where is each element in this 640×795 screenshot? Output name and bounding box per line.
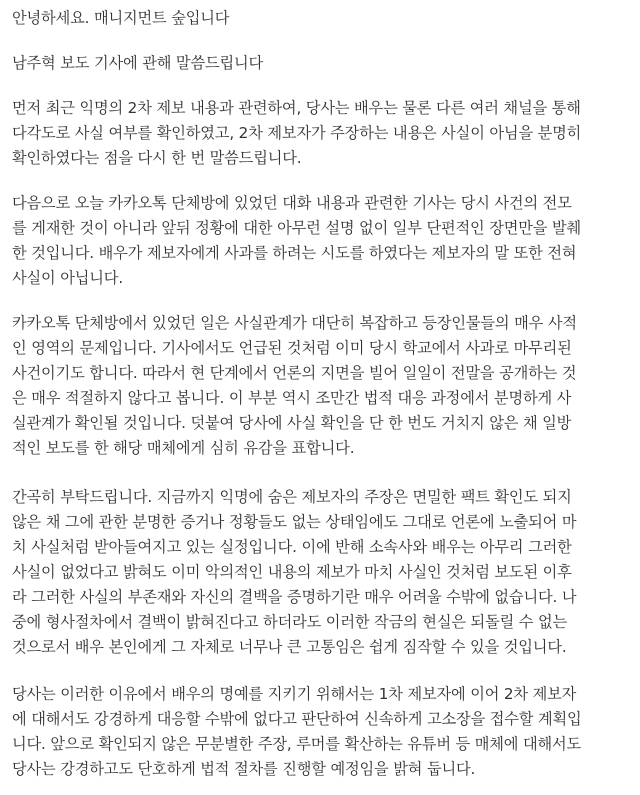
text-line: 안녕하세요. 매니지먼트 숲입니다 xyxy=(12,9,230,27)
paragraph-kakaotalk-article xyxy=(12,191,581,291)
paragraph-request xyxy=(12,485,576,660)
greeting-paragraph xyxy=(12,6,229,31)
text-line: 한 것입니다. 배우가 제보자에게 사과를 하려는 시도를 하였다는 제보자의 말 또한 전혀 xyxy=(12,244,577,262)
text-line: 사실이 없었다고 밝혀도 이미 악의적인 내용의 제보가 마치 사실인 것처럼 보도된 이후 xyxy=(12,563,572,581)
text-line: 치 사실처럼 받아들여지고 있는 실정입니다. 이에 반해 소속사와 배우는 아무리 그러한 xyxy=(12,538,572,556)
text-line: 니다. 앞으로 확인되지 않은 무분별한 주장, 루머를 확산하는 유튜버 등 매체에 대해서도 xyxy=(12,735,582,753)
text-line: 에 대해서도 강경하게 대응할 수밖에 없다고 판단하여 신속하게 고소장을 접수할 계획입 xyxy=(12,710,582,728)
text-line: 사건이기도 합니다. 따라서 현 단계에서 언론의 지면을 빌어 일일이 전말을 공개하는 것 xyxy=(12,364,577,382)
text-line: 은 매우 적절하지 않다고 봅니다. 이 부분 역시 조만간 법적 대응 과정에서 분명하게 사 xyxy=(12,389,572,407)
text-line: 라 그러한 사실의 부존재와 자신의 결백을 증명하기란 매우 어려울 수밖에 없습니다. 나 xyxy=(12,588,577,606)
text-line: 남주혁 보도 기사에 관해 말씀드립니다 xyxy=(12,54,264,72)
text-line: 먼저 최근 익명의 2차 제보 내용과 관련하여, 당사는 배우는 물론 다른 여러 채널을 통해 xyxy=(12,99,581,117)
text-line: 다각도로 사실 여부를 확인하였고, 2차 제보자가 주장하는 내용은 사실이 아님을 분명히 xyxy=(12,124,582,142)
text-line: 것으로서 배우 본인에게 그 자체로 너무나 큰 고통임은 쉽게 짐작할 수 있을 것입니다. xyxy=(12,638,567,656)
paragraph-legal-action xyxy=(12,682,582,782)
text-line: 카카오톡 단체방에서 있었던 일은 사실관계가 대단히 복잡하고 등장인물들의 매우 사적 xyxy=(12,314,577,332)
text-line: 인 영역의 문제입니다. 기사에서도 언급된 것처럼 이미 당시 학교에서 사과로 마무리된 xyxy=(12,339,572,357)
title-paragraph xyxy=(12,51,263,76)
text-line: 다음으로 오늘 카카오톡 단체방에 있었던 대화 내용과 관련한 기사는 당시 사건의 전모 xyxy=(12,194,572,212)
paragraph-group-chat xyxy=(12,311,577,461)
paragraph-first-report xyxy=(12,96,581,171)
text-line: 간곡히 부탁드립니다. 지금까지 익명에 숨은 제보자의 주장은 면밀한 팩트 확인도 되지 xyxy=(12,488,572,506)
text-line: 않은 채 그에 관한 분명한 증거나 정황들도 없는 상태임에도 그대로 언론에 노출되어 마 xyxy=(12,513,577,531)
text-line: 사실이 아닙니다. xyxy=(12,269,124,287)
text-line: 당사는 강경하고도 단호하게 법적 절차를 진행할 예정임을 밝혀 둡니다. xyxy=(12,760,476,778)
text-line: 중에 형사절차에서 결백이 밝혀진다고 하더라도 이러한 작금의 현실은 되돌릴 수 없는 xyxy=(12,613,568,631)
text-line: 실관계가 확인될 것입니다. 덧붙여 당사에 사실 확인을 단 한 번도 거치지 않은 채 일방 xyxy=(12,414,572,432)
text-line: 적인 보도를 한 해당 매체에게 심히 유감을 표합니다. xyxy=(12,439,355,457)
text-line: 확인하였다는 점을 다시 한 번 말씀드립니다. xyxy=(12,149,302,167)
text-line: 당사는 이러한 이유에서 배우의 명예를 지키기 위해서는 1차 제보자에 이어 2차 제보자 xyxy=(12,685,577,703)
text-line: 를 게재한 것이 아니라 앞뒤 정황에 대한 아무런 설명 없이 일부 단편적인 장면만을 발췌 xyxy=(12,219,582,237)
